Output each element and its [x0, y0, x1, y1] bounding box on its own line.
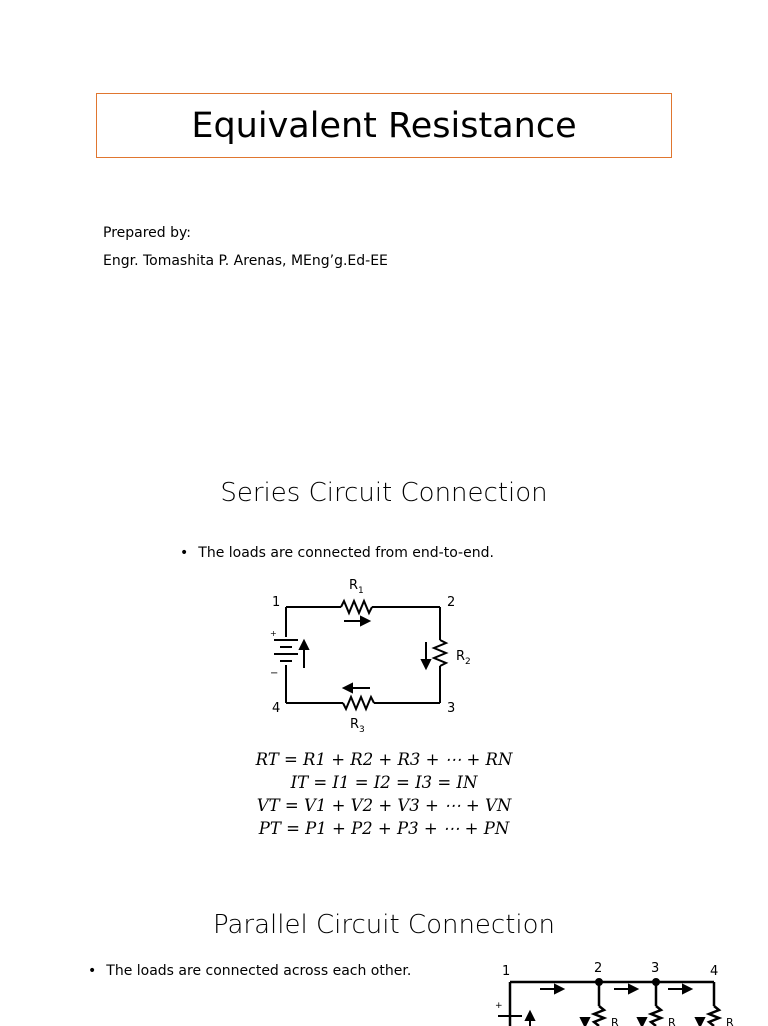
- r3-label: $R_3$: [350, 717, 365, 735]
- series-node-1: 1: [272, 595, 281, 610]
- r1-label: $R_1$: [349, 578, 364, 596]
- slide-title: Equivalent Resistance: [191, 105, 577, 146]
- series-bullet: [180, 545, 494, 561]
- battery-plus: +: [270, 629, 277, 638]
- parallel-circuit-diagram: [0, 956, 768, 1026]
- parallel-r3-label: R: [726, 1016, 734, 1026]
- parallel-bullet-text: The loads are connected across each other.: [106, 963, 412, 979]
- equation-voltage: VT = V1 + V2 + V3 + ⋯ + VN: [256, 796, 512, 815]
- bullet-dot: •: [88, 963, 97, 979]
- series-title: Series Circuit Connection: [220, 478, 548, 508]
- series-node-2: 2: [447, 595, 456, 610]
- series-equations: [0, 748, 768, 840]
- series-node-3: 3: [447, 701, 456, 716]
- parallel-title: Parallel Circuit Connection: [212, 910, 556, 940]
- parallel-node-4: 4: [710, 964, 719, 979]
- title-box: [96, 93, 672, 158]
- parallel-node-3: 3: [651, 961, 660, 976]
- bullet-dot: •: [180, 545, 189, 561]
- parallel-battery-plus: +: [495, 1001, 503, 1011]
- author-name: Engr. Tomashita P. Arenas, MEng’g.Ed-EE: [103, 253, 388, 269]
- parallel-r2-label: R: [668, 1016, 676, 1026]
- prepared-by-block: [103, 219, 388, 275]
- equation-current: IT = I1 = I2 = I3 = IN: [290, 773, 478, 792]
- series-bullet-text: The loads are connected from end-to-end.: [198, 545, 494, 561]
- parallel-node-1: 1: [502, 964, 511, 979]
- prepared-by-label: Prepared by:: [103, 225, 191, 241]
- r2-label: $R_2$: [456, 649, 471, 667]
- equation-power: PT = P1 + P2 + P3 + ⋯ + PN: [258, 819, 510, 838]
- battery-minus: −: [270, 668, 279, 679]
- series-node-4: 4: [272, 701, 281, 716]
- series-circuit-diagram: [0, 578, 768, 738]
- parallel-node-2: 2: [594, 961, 603, 976]
- equation-resistance: RT = R1 + R2 + R3 + ⋯ + RN: [255, 750, 513, 769]
- parallel-r1-label: R: [611, 1016, 619, 1026]
